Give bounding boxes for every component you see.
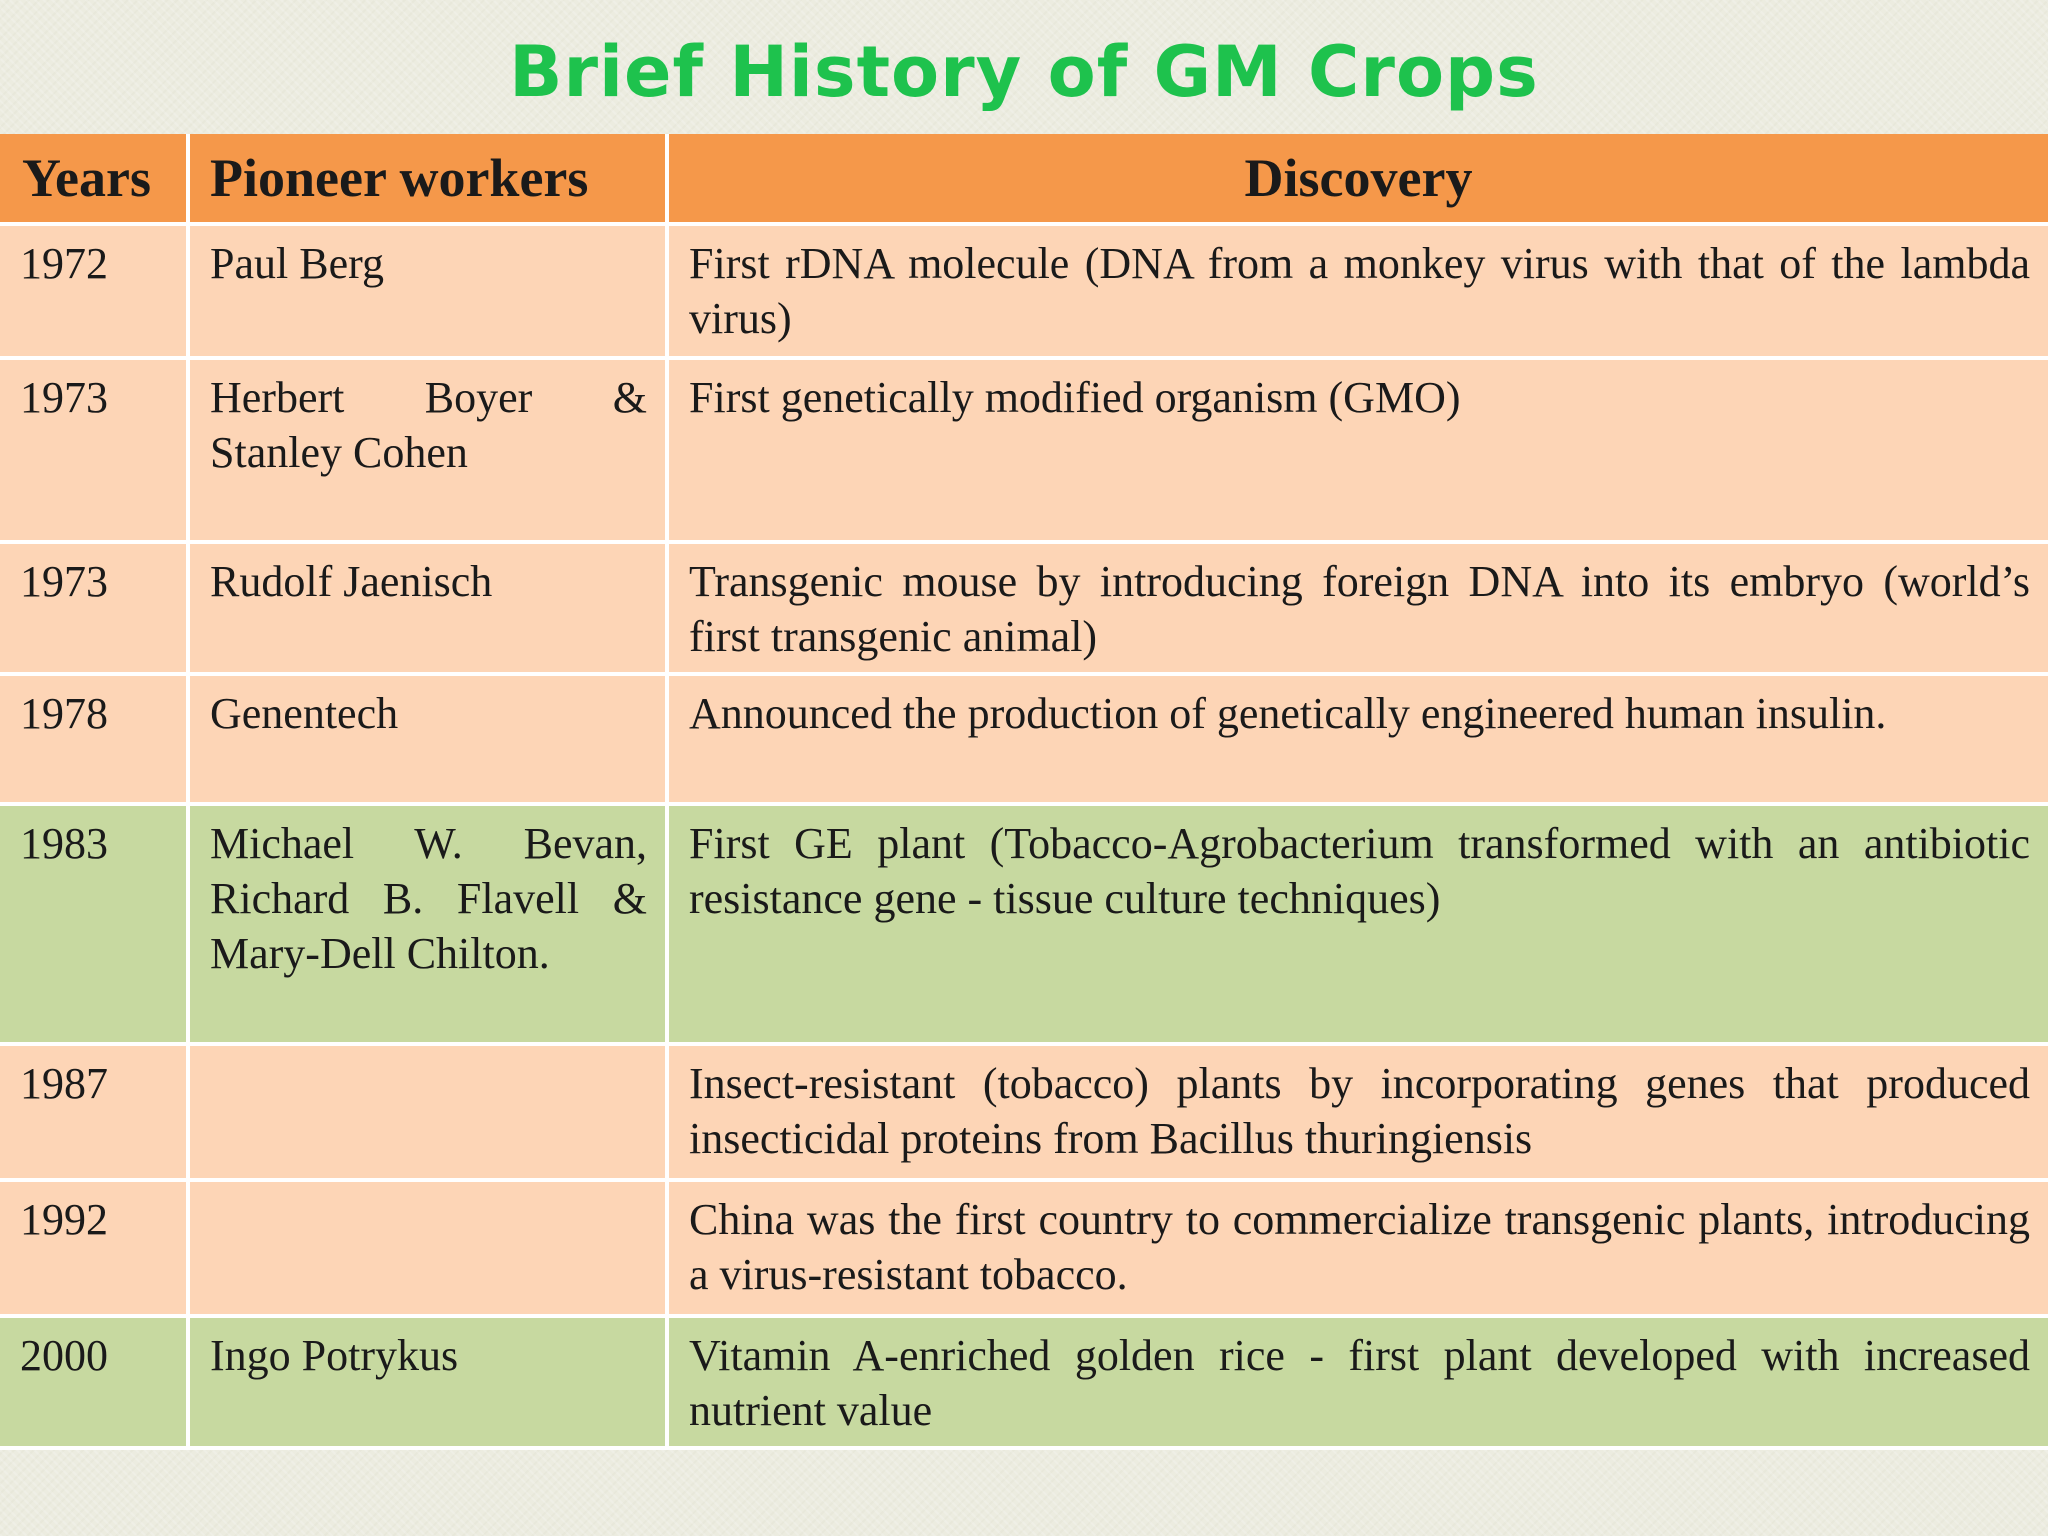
table-row bbox=[0, 1044, 2048, 1180]
cell-year: 1978 bbox=[0, 674, 188, 804]
table-row bbox=[0, 674, 2048, 804]
cell-workers: Paul Berg bbox=[188, 224, 667, 358]
cell-year: 1973 bbox=[0, 358, 188, 542]
cell-discovery: Vitamin A-enriched golden rice - first plant developed with increased nutrient value bbox=[667, 1316, 2048, 1448]
cell-workers: Genentech bbox=[188, 674, 667, 804]
table-row bbox=[0, 1316, 2048, 1448]
cell-year: 1992 bbox=[0, 1180, 188, 1316]
cell-workers bbox=[188, 1044, 667, 1180]
header-discovery: Discovery bbox=[667, 134, 2048, 224]
cell-workers bbox=[188, 1180, 667, 1316]
cell-workers: Michael W. Bevan, Richard B. Flavell & Mary-Dell Chilton. bbox=[188, 804, 667, 1044]
cell-discovery: Transgenic mouse by introducing foreign DNA into its embryo (world’s first transgenic animal) bbox=[667, 542, 2048, 674]
table-header-row bbox=[0, 134, 2048, 224]
table-row bbox=[0, 804, 2048, 1044]
slide-title: Brief History of GM Crops bbox=[509, 31, 1539, 113]
cell-discovery: First GE plant (Tobacco-Agrobacterium transformed with an antibiotic resistance gene - tissue culture techniques) bbox=[667, 804, 2048, 1044]
cell-workers: Rudolf Jaenisch bbox=[188, 542, 667, 674]
table-row bbox=[0, 224, 2048, 358]
cell-discovery: First rDNA molecule (DNA from a monkey virus with that of the lambda virus) bbox=[667, 224, 2048, 358]
cell-workers: Herbert Boyer & Stanley Cohen bbox=[188, 358, 667, 542]
cell-year: 1987 bbox=[0, 1044, 188, 1180]
cell-discovery: China was the first country to commercialize transgenic plants, introducing a virus-resistant tobacco. bbox=[667, 1180, 2048, 1316]
cell-year: 1972 bbox=[0, 224, 188, 358]
header-years: Years bbox=[0, 134, 188, 224]
table-row bbox=[0, 542, 2048, 674]
cell-workers: Ingo Potrykus bbox=[188, 1316, 667, 1448]
cell-discovery: Insect-resistant (tobacco) plants by incorporating genes that produced insecticidal proteins from Bacillus thuringiensis bbox=[667, 1044, 2048, 1180]
table-row bbox=[0, 1180, 2048, 1316]
cell-year: 2000 bbox=[0, 1316, 188, 1448]
cell-discovery: First genetically modified organism (GMO) bbox=[667, 358, 2048, 542]
cell-year: 1983 bbox=[0, 804, 188, 1044]
header-pioneer-workers: Pioneer workers bbox=[188, 134, 667, 224]
table-row bbox=[0, 358, 2048, 542]
cell-discovery: Announced the production of genetically engineered human insulin. bbox=[667, 674, 2048, 804]
cell-year: 1973 bbox=[0, 542, 188, 674]
history-table bbox=[0, 134, 2048, 1450]
